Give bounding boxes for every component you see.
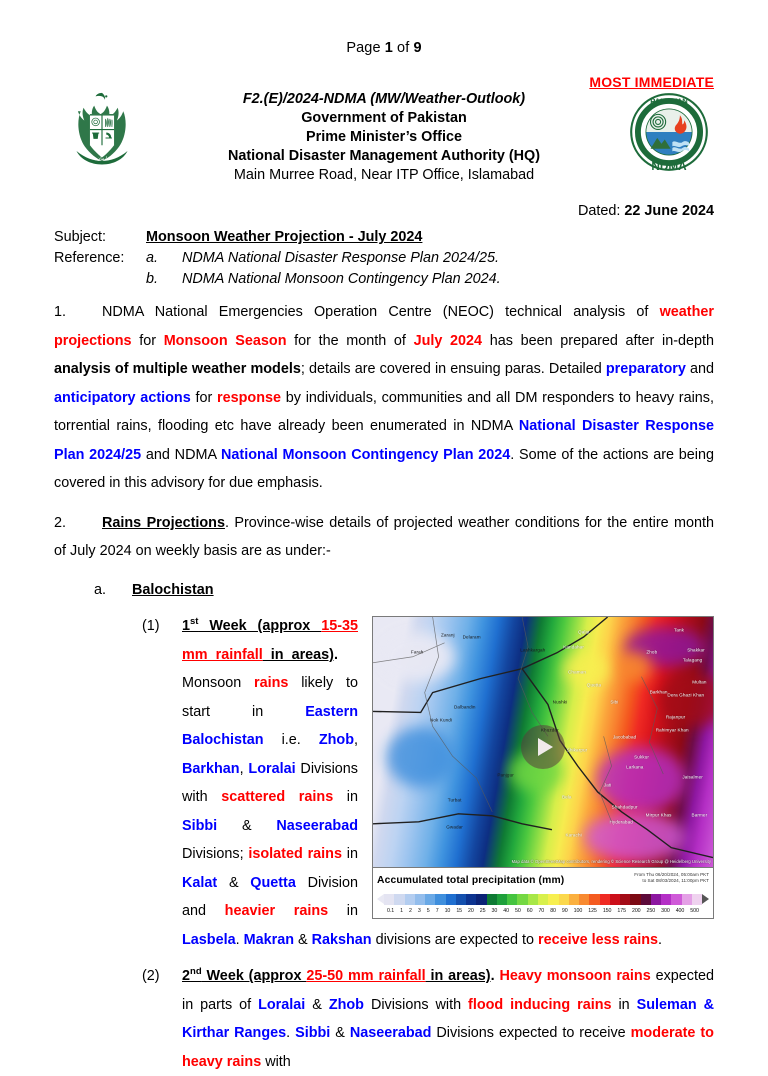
- precipitation-map-image[interactable]: [372, 616, 714, 868]
- map-city-label: Talagang: [682, 657, 703, 663]
- svg-text:ایمان: ایمان: [96, 157, 108, 163]
- page-total: 9: [413, 40, 422, 56]
- p1-preparatory: preparatory: [605, 361, 686, 378]
- page-current: 1: [384, 40, 393, 56]
- legend-header: [377, 871, 709, 891]
- legend-tick-24: 400: [675, 907, 685, 914]
- legend-swatch-10: [487, 894, 497, 905]
- map-city-label: Qalat: [578, 629, 590, 635]
- w1-rains: rains: [254, 675, 289, 692]
- letterhead-line-3: National Disaster Management Authority (HQ): [227, 148, 541, 165]
- week-2-heading-mid: Week (approx: [201, 968, 307, 985]
- w1-receive-less-rains: receive less rains: [537, 931, 659, 948]
- legend-swatch-12: [507, 894, 517, 905]
- w2-t6: &: [330, 1025, 350, 1042]
- precipitation-legend: [372, 868, 714, 919]
- legend-tick-15: 80: [550, 907, 556, 914]
- legend-cap-right: [702, 894, 709, 904]
- legend-swatch-1: [394, 894, 404, 905]
- legend-swatch-8: [466, 894, 476, 905]
- map-city-label: Larkana: [626, 764, 644, 770]
- map-city-label: Nushki: [552, 699, 568, 705]
- map-city-label: Panjgur: [497, 772, 514, 778]
- ndma-logo-top-text: PAKISTAN: [650, 96, 688, 106]
- p1-t1: NDMA National Emergencies Operation Centre (NEOC) technical analysis of: [102, 304, 660, 320]
- map-city-label: Dera Ghazi Khan: [667, 692, 705, 698]
- letterhead-line-2: Prime Minister’s Office: [306, 129, 462, 146]
- legend-swatch-27: [661, 894, 671, 905]
- page-number: [0, 0, 768, 56]
- legend-tick-18: 125: [588, 907, 597, 914]
- map-city-label: Sukkur: [634, 754, 650, 760]
- paragraph-2: [54, 509, 714, 566]
- w2-t5: .: [286, 1025, 296, 1042]
- p1-t3: for the month of: [286, 332, 414, 349]
- p1-t10: . Some of the actions are being covered in this advisory for due emphasis.: [54, 446, 714, 492]
- subject-reference-block: [0, 229, 768, 287]
- p1-response: response: [217, 389, 281, 406]
- play-triangle-icon: [538, 738, 553, 756]
- week-2-mark: (2): [142, 968, 160, 985]
- dated-value: 22 June 2024: [624, 203, 714, 219]
- legend-tick-8: 20: [468, 907, 474, 914]
- rains-projections-heading: Rains Projections: [102, 514, 225, 531]
- legend-swatch-17: [559, 894, 569, 905]
- legend-color-cells: [384, 894, 702, 905]
- map-city-label: Nok Kundi: [429, 717, 453, 723]
- map-city-label: Kandahar: [563, 644, 584, 650]
- map-city-label: Sibi: [610, 699, 619, 705]
- week-2-ordinal-suffix: nd: [190, 966, 202, 978]
- legend-swatch-15: [538, 894, 548, 905]
- map-city-label: Lashkargah: [520, 647, 546, 653]
- week-1-mark: (1): [142, 618, 160, 635]
- w2-moderate-to-heavy-rains: moderate to heavy rains: [182, 1025, 714, 1070]
- section-a-mark: a.: [94, 581, 107, 598]
- legend-tick-labels: [377, 906, 709, 916]
- page-label-mid: of: [392, 40, 414, 56]
- legend-color-bar: [377, 894, 709, 905]
- subject-row: [54, 229, 714, 245]
- w2-sibbi: Sibbi: [295, 1025, 331, 1042]
- p1-t2: for: [131, 332, 164, 349]
- legend-tick-19: 150: [602, 907, 612, 914]
- w2-heavy-monsoon-rains: Heavy monsoon rains: [499, 968, 651, 985]
- map-city-label: Khuzdar: [540, 727, 559, 733]
- page-label-prefix: Page: [346, 40, 385, 56]
- map-city-label: Multan: [692, 679, 707, 685]
- legend-tick-17: 100: [573, 907, 583, 914]
- w1-t1: Monsoon: [182, 675, 255, 692]
- p1-monsoon-season: Monsoon Season: [163, 332, 287, 349]
- w1-t17: .: [658, 931, 663, 948]
- legend-swatch-4: [425, 894, 435, 905]
- pakistan-state-emblem-icon: [66, 90, 138, 168]
- p1-t6: and: [685, 361, 714, 378]
- legend-tick-25: 500: [690, 907, 699, 914]
- week-1-item: [54, 612, 714, 954]
- map-city-label: Jaisalmer: [682, 774, 703, 780]
- legend-swatch-16: [548, 894, 558, 905]
- map-city-label: Zhob: [646, 649, 658, 655]
- map-city-label: Shahdadpur: [611, 804, 638, 810]
- document-body: [0, 298, 768, 1076]
- w2-suleman-kirthar-ranges: Suleman & Kirthar Ranges: [182, 996, 714, 1042]
- week-1-ordinal-suffix: st: [190, 616, 199, 628]
- legend-cap-left: [377, 894, 384, 904]
- legend-tick-7: 15: [456, 907, 463, 914]
- reference-text-b: NDMA National Monsoon Contingency Plan 2024.: [182, 271, 501, 287]
- map-city-label: Shakkar: [687, 647, 705, 653]
- w1-t7: in: [333, 789, 359, 806]
- map-city-label: Barkhan: [649, 689, 668, 695]
- legend-swatch-6: [446, 894, 456, 905]
- legend-tick-6: 10: [444, 907, 451, 914]
- priority-stamp: MOST IMMEDIATE: [589, 74, 714, 90]
- dated-line: [0, 203, 768, 219]
- letterhead-reference-number: F2.(E)/2024-NDMA (MW/Weather-Outlook): [242, 91, 526, 107]
- w1-t10: in: [341, 846, 358, 863]
- legend-swatch-3: [415, 894, 425, 905]
- ndma-logo-bottom-text: NDMA: [651, 159, 687, 173]
- section-a-title: Balochistan: [132, 581, 214, 598]
- legend-tick-23: 300: [661, 907, 670, 914]
- precipitation-map-figure: [372, 616, 714, 919]
- legend-swatch-25: [641, 894, 651, 905]
- map-city-label: Mirpur Khas: [645, 812, 672, 818]
- letterhead-address: Main Murree Road, Near ITP Office, Islamabad: [233, 167, 535, 184]
- map-city-label: Gwadar: [446, 824, 463, 830]
- w1-sibbi: Sibbi: [182, 817, 218, 834]
- reference-mark-a: a.: [146, 250, 159, 266]
- legend-swatch-28: [671, 894, 681, 905]
- week-2-heading-dot: .: [490, 968, 500, 985]
- p1-anticipatory-actions: anticipatory actions: [54, 389, 191, 406]
- week-1-ordinal: 1: [182, 618, 191, 635]
- p1-july-2024: July 2024: [413, 332, 483, 349]
- w1-t11: &: [217, 874, 251, 891]
- p1-t5: ; details are covered in ensuing paras. Detailed: [300, 361, 606, 378]
- w1-t12: Division and: [182, 874, 358, 920]
- map-city-label: Delaram: [462, 634, 481, 640]
- w1-lasbela: Lasbela: [182, 931, 236, 948]
- legend-swatch-18: [569, 894, 579, 905]
- w1-scattered-rains: scattered rains: [221, 789, 334, 806]
- legend-swatch-30: [692, 894, 702, 905]
- legend-title: Accumulated total precipitation (mm): [377, 875, 565, 887]
- legend-swatch-20: [589, 894, 599, 905]
- w2-loralai: Loralai: [258, 996, 306, 1013]
- week-2-heading-pre: [182, 968, 306, 984]
- p1-t7: for: [190, 389, 217, 406]
- legend-tick-21: 200: [631, 907, 641, 914]
- week-1-rainfall-amount: 15-35 mm rainfall: [182, 618, 358, 663]
- legend-swatch-26: [651, 894, 661, 905]
- map-city-label: Bela: [561, 794, 572, 800]
- legend-swatch-21: [600, 894, 610, 905]
- map-city-label: Rajanpur: [665, 714, 686, 720]
- map-city-label: Barmer: [691, 812, 708, 818]
- map-city-label: Jacobabad: [612, 734, 637, 740]
- subject-value: Monsoon Weather Projection - July 2024: [146, 229, 423, 245]
- week-1-heading-post: in areas): [262, 646, 334, 663]
- w2-t4: in: [611, 996, 637, 1013]
- w1-t4: ,: [354, 732, 358, 749]
- p1-nmcp: National Monsoon Contingency Plan 2024: [221, 446, 511, 463]
- legend-tick-20: 175: [617, 907, 626, 914]
- legend-tick-5: 7: [435, 907, 439, 914]
- week-2-item: [54, 962, 714, 1076]
- week-2-rainfall-amount: 25-50 mm rainfall: [306, 968, 426, 985]
- reference-row-b: [54, 271, 714, 287]
- w1-quetta: Quetta: [250, 874, 296, 891]
- legend-tick-10: 30: [491, 907, 498, 914]
- map-city-label: Rahimyar Khan: [655, 727, 689, 733]
- legend-swatch-14: [528, 894, 538, 905]
- week-2-ordinal: 2: [182, 968, 191, 985]
- reference-mark-b: b.: [146, 271, 159, 287]
- p1-ndrp: National Disaster Response Plan 2024/25: [54, 418, 714, 463]
- reference-row-a: [54, 250, 714, 266]
- legend-swatch-5: [435, 894, 445, 905]
- week-1-heading-dot: .: [333, 646, 338, 663]
- w1-t16: divisions are expected to: [371, 931, 538, 948]
- w1-kalat: Kalat: [182, 874, 218, 891]
- paragraph-1: [54, 298, 714, 498]
- paragraph-1-number: 1.: [54, 304, 67, 320]
- legend-tick-16: 90: [561, 907, 568, 914]
- w1-eastern-balochistan: Eastern Balochistan: [182, 703, 358, 749]
- dated-label: Dated:: [577, 203, 625, 219]
- legend-swatch-7: [456, 894, 466, 905]
- legend-tick-22: 250: [646, 907, 656, 914]
- w1-heavier-rains: heavier rains: [224, 903, 329, 920]
- w1-t2: likely to start in: [182, 675, 359, 720]
- legend-tick-13: 60: [526, 907, 533, 914]
- legend-swatch-29: [682, 894, 692, 905]
- legend-swatch-9: [476, 894, 486, 905]
- legend-swatch-13: [517, 894, 527, 905]
- w1-t3: i.e.: [263, 732, 319, 749]
- legend-date-from: From Thu 06/20/2024, 05:00am PKT: [634, 872, 709, 878]
- legend-swatch-11: [497, 894, 507, 905]
- map-city-label: Turbat: [447, 797, 462, 803]
- ndma-logo-icon: [627, 90, 711, 174]
- letterhead: [0, 90, 768, 194]
- map-city-label: Quetta: [586, 682, 602, 688]
- legend-tick-1: 1: [400, 907, 403, 914]
- legend-swatch-19: [579, 894, 589, 905]
- map-city-label: Tank: [673, 627, 685, 633]
- legend-tick-14: 70: [538, 907, 545, 914]
- section-balochistan: [54, 576, 714, 605]
- legend-date-range: [634, 871, 709, 884]
- legend-swatch-0: [384, 894, 394, 905]
- legend-swatch-24: [630, 894, 640, 905]
- legend-tick-0: 0.1: [387, 907, 395, 914]
- w1-barkhan: Barkhan: [182, 760, 240, 777]
- w1-makran: Makran: [243, 931, 294, 948]
- paragraph-2-number: 2.: [54, 514, 67, 531]
- legend-tick-4: 5: [426, 907, 430, 914]
- w1-rakshan: Rakshan: [311, 931, 372, 948]
- w2-flood-inducing-rains: flood inducing rains: [468, 996, 612, 1013]
- w1-loralai: Loralai: [248, 760, 296, 777]
- legend-swatch-22: [610, 894, 620, 905]
- w1-t14: .: [235, 931, 244, 948]
- reference-text-a: NDMA National Disaster Response Plan 2024/25.: [182, 250, 500, 266]
- map-city-label: Karachi: [565, 832, 582, 838]
- p1-t9: and NDMA: [141, 446, 222, 463]
- p1-weather-projections: weather projections: [54, 304, 714, 349]
- map-city-label: Farah: [410, 649, 424, 655]
- w2-t3: Divisions with: [363, 996, 469, 1013]
- w1-t15: &: [293, 931, 312, 948]
- w2-t1: expected in parts of: [182, 968, 714, 1013]
- p1-t8: by individuals, communities and all DM responders to heavy rains, torrential rains, flooding etc have already been enumerated in NDMA: [54, 389, 714, 435]
- map-city-label: Zaranj: [440, 632, 455, 638]
- w1-isolated-rains: isolated rains: [248, 846, 342, 863]
- map-city-label: Chaman: [568, 669, 586, 675]
- week-1-heading-pre: [182, 618, 321, 634]
- map-city-label: Jati: [603, 782, 612, 788]
- w2-t8: with: [261, 1053, 291, 1070]
- w2-t2: &: [305, 996, 329, 1013]
- w2-zhob: Zhob: [328, 996, 364, 1013]
- map-city-label: Shikarpur: [566, 747, 588, 753]
- map-attribution: Map data © OpenStreetMap contributors, rendering © Science Research Group @ Heidelberg University: [511, 859, 711, 865]
- w1-t13: in: [328, 903, 359, 920]
- p2-text: . Province-wise details of projected weather conditions for the entire month of July 2024 on weekly basis are as under:-: [54, 514, 714, 560]
- w1-zhob: Zhob: [318, 732, 354, 749]
- w1-t5: ,: [239, 760, 249, 777]
- w1-t9: Divisions;: [182, 846, 249, 863]
- subject-label: Subject:: [54, 229, 106, 245]
- legend-swatch-23: [620, 894, 630, 905]
- legend-tick-3: 3: [417, 907, 421, 914]
- week-2-heading-post: in areas): [425, 968, 491, 985]
- map-city-label: Hyderabad: [609, 819, 633, 825]
- w2-t7: Divisions expected to receive: [431, 1025, 631, 1042]
- map-city-label: Dalbandin: [454, 704, 476, 710]
- w1-t6: Divisions with: [182, 760, 359, 806]
- w2-naseerabad: Naseerabad: [349, 1025, 432, 1042]
- legend-tick-2: 2: [409, 907, 412, 914]
- legend-tick-11: 40: [503, 907, 509, 914]
- p1-models-bold: analysis of multiple weather models: [54, 361, 301, 378]
- legend-date-to: to Sat 08/03/2024, 11:00pm PKT: [642, 878, 709, 884]
- week-1-heading-mid: Week (approx: [198, 618, 322, 635]
- p1-t4: has been prepared after in-depth: [482, 332, 714, 349]
- w1-t8: &: [217, 817, 277, 834]
- letterhead-line-1: Government of Pakistan: [301, 110, 467, 127]
- reference-label: Reference:: [54, 250, 125, 266]
- legend-tick-9: 25: [479, 907, 486, 914]
- legend-tick-12: 50: [514, 907, 521, 914]
- legend-swatch-2: [405, 894, 415, 905]
- w1-naseerabad: Naseerabad: [276, 817, 358, 834]
